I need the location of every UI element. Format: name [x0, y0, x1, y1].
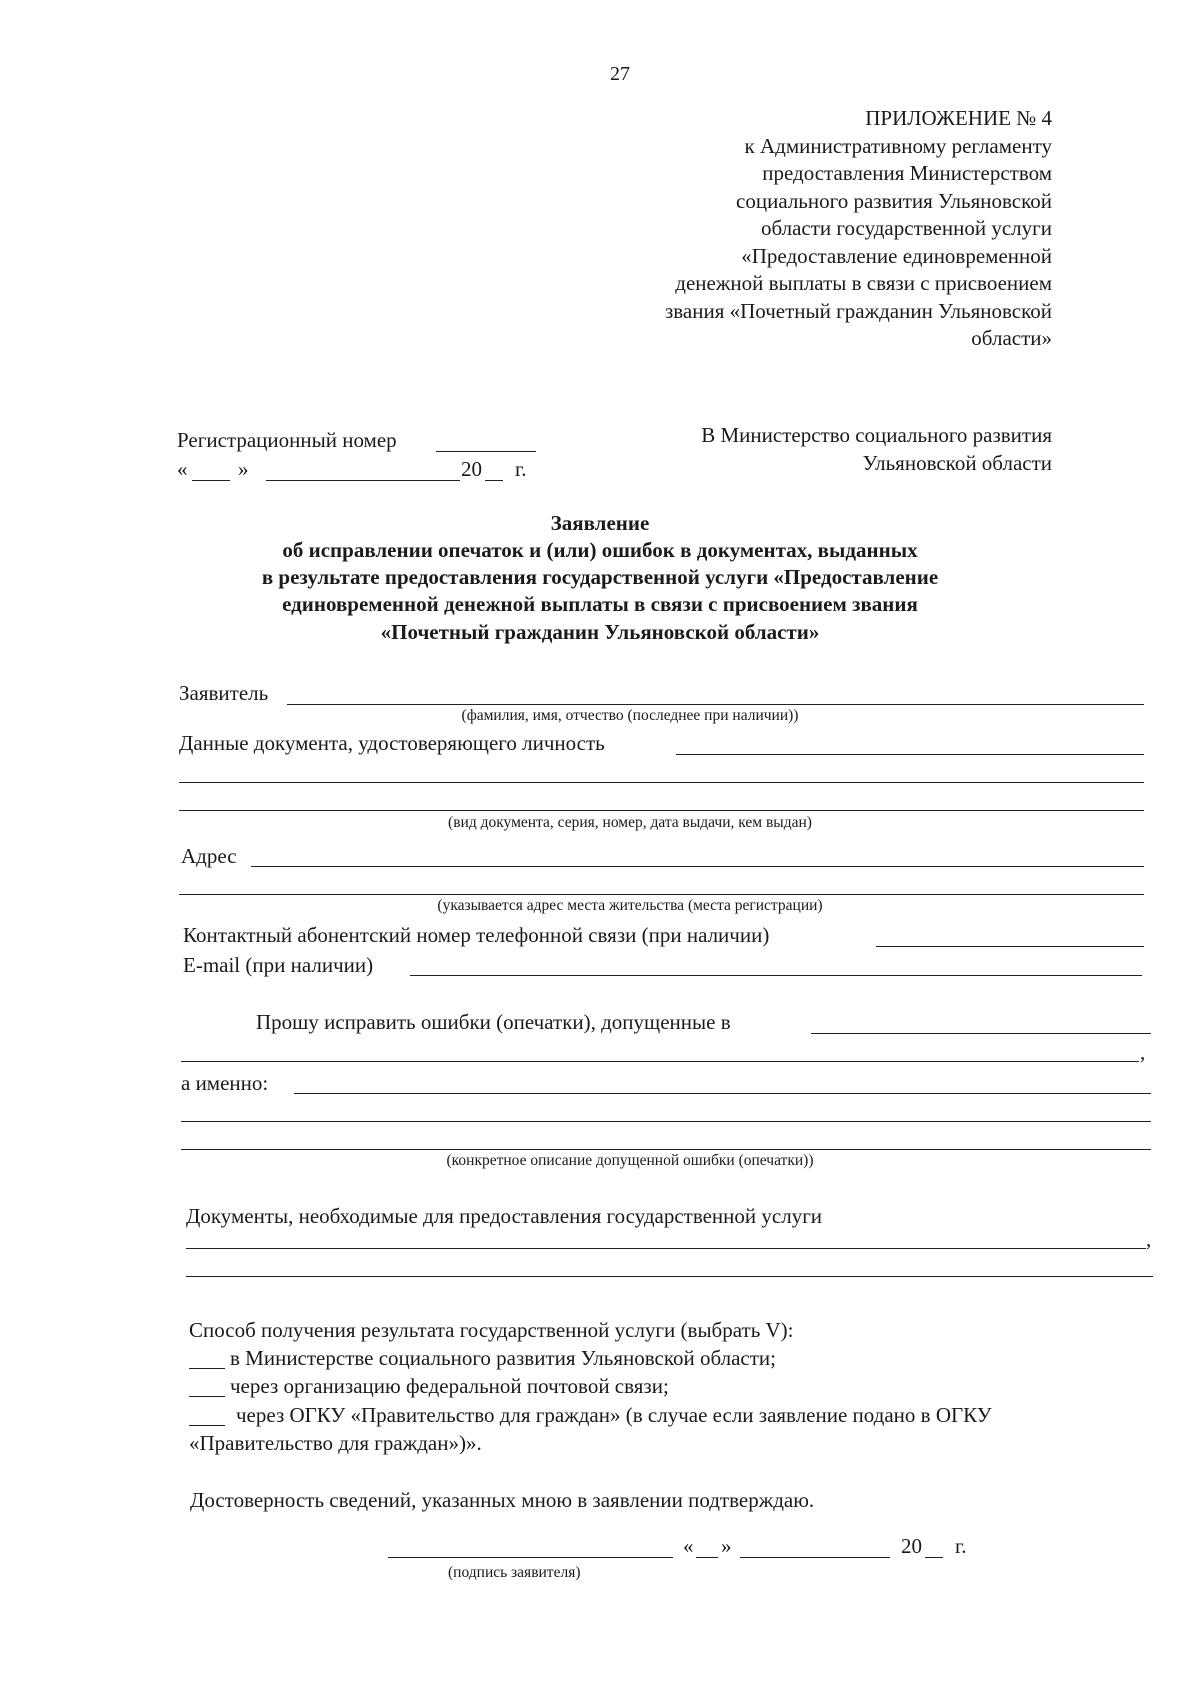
request-document-field[interactable]: [811, 1033, 1151, 1034]
delivery-label: Способ получения результата государственной услуги (выбрать V):: [189, 1318, 794, 1342]
addressee-line: Ульяновской области: [862, 451, 1052, 475]
documents-field-line[interactable]: [186, 1276, 1153, 1277]
addressee-line: В Министерство социального развития: [701, 423, 1052, 447]
registration-number-label: Регистрационный номер: [177, 428, 397, 452]
id-document-field-line[interactable]: [179, 810, 1144, 811]
id-document-label: Данные документа, удостоверяющего личность: [179, 731, 605, 755]
appendix-line: области»: [971, 326, 1052, 350]
statement-subtitle-line: в результате предоставления государственной услуги «Предоставление: [261, 565, 939, 589]
request-comma: ,: [1140, 1040, 1146, 1064]
applicant-hint: (фамилия, имя, отчество (последнее при наличии)): [461, 707, 799, 724]
statement-subtitle-line: об исправлении опечаток и (или) ошибок в документах, выданных: [282, 538, 918, 562]
email-field[interactable]: [410, 975, 1142, 976]
phone-label: Контактный абонентский номер телефонной связи (при наличии): [183, 923, 770, 947]
signature-year-field[interactable]: [925, 1557, 943, 1558]
email-label: E-mail (при наличии): [183, 953, 374, 977]
appendix-line: денежной выплаты в связи с присвоением: [675, 271, 1052, 295]
signature-day-field[interactable]: [696, 1557, 718, 1558]
id-document-hint: (вид документа, серия, номер, дата выдачи, кем выдан): [448, 814, 812, 831]
delivery-option-label: в Министерстве социального развития Ульяновской области;: [230, 1346, 776, 1370]
address-field[interactable]: [251, 866, 1144, 867]
applicant-field[interactable]: [287, 704, 1144, 705]
appendix-line: предоставления Министерством: [762, 161, 1052, 185]
signature-field[interactable]: [388, 1557, 673, 1558]
appendix-title: ПРИЛОЖЕНИЕ № 4: [865, 106, 1052, 130]
namely-field[interactable]: [294, 1093, 1151, 1094]
appendix-line: «Предоставление единовременной: [741, 244, 1052, 268]
delivery-option-checkbox[interactable]: [189, 1396, 225, 1397]
statement-subtitle-line: единовременной денежной выплаты в связи с присвоением звания: [282, 592, 918, 616]
appendix-line: к Административному регламенту: [744, 134, 1052, 158]
registration-date-open-quote: «: [177, 457, 188, 481]
id-document-field[interactable]: [676, 754, 1144, 755]
documents-comma: ,: [1146, 1227, 1152, 1251]
registration-date-close-quote: »: [238, 457, 249, 481]
signature-year-prefix: 20: [901, 1534, 922, 1558]
confirmation-text: Достоверность сведений, указанных мною в заявлении подтверждаю.: [190, 1488, 815, 1512]
request-intro: Прошу исправить ошибки (опечатки), допущенные в: [256, 1010, 731, 1034]
statement-title: Заявление: [550, 511, 650, 535]
signature-date-open-quote: «: [683, 1534, 694, 1558]
appendix-line: социального развития Ульяновской: [736, 189, 1052, 213]
signature-date-close-quote: »: [721, 1534, 732, 1558]
address-field-line[interactable]: [179, 894, 1144, 895]
delivery-option-checkbox[interactable]: [189, 1425, 225, 1426]
address-hint: (указывается адрес места жительства (места регистрации): [437, 897, 823, 914]
delivery-option-label: через организацию федеральной почтовой связи;: [230, 1374, 669, 1398]
request-document-field-line[interactable]: [181, 1061, 1139, 1062]
registration-year-suffix: г.: [515, 457, 527, 481]
address-label: Адрес: [181, 844, 237, 868]
page-number: 27: [610, 63, 630, 85]
signature-year-suffix: г.: [955, 1534, 967, 1558]
delivery-option-checkbox[interactable]: [189, 1368, 225, 1369]
delivery-option-label-continued: «Правительство для граждан»)».: [189, 1431, 482, 1455]
registration-year-field[interactable]: [485, 480, 503, 481]
documents-field[interactable]: [186, 1248, 1146, 1249]
delivery-option-label: через ОГКУ «Правительство для граждан» (в случае если заявление подано в ОГКУ: [236, 1403, 992, 1427]
documents-label: Документы, необходимые для предоставления государственной услуги: [186, 1204, 823, 1228]
statement-subtitle-line: «Почетный гражданин Ульяновской области»: [380, 620, 820, 644]
registration-day-field[interactable]: [192, 480, 230, 481]
namely-label: а именно:: [181, 1071, 269, 1095]
signature-month-field[interactable]: [740, 1557, 890, 1558]
namely-field-line[interactable]: [181, 1121, 1151, 1122]
signature-hint: (подпись заявителя): [448, 1564, 581, 1581]
applicant-label: Заявитель: [179, 681, 269, 705]
appendix-line: области государственной услуги: [760, 216, 1052, 240]
registration-year-prefix: 20: [461, 457, 482, 481]
registration-month-field[interactable]: [266, 480, 460, 481]
namely-hint: (конкретное описание допущенной ошибки (опечатки)): [446, 1152, 814, 1169]
appendix-line: звания «Почетный гражданин Ульяновской: [664, 299, 1052, 323]
namely-field-line[interactable]: [181, 1149, 1151, 1150]
phone-field[interactable]: [876, 946, 1144, 947]
registration-number-field[interactable]: [436, 451, 536, 452]
id-document-field-line[interactable]: [179, 782, 1144, 783]
